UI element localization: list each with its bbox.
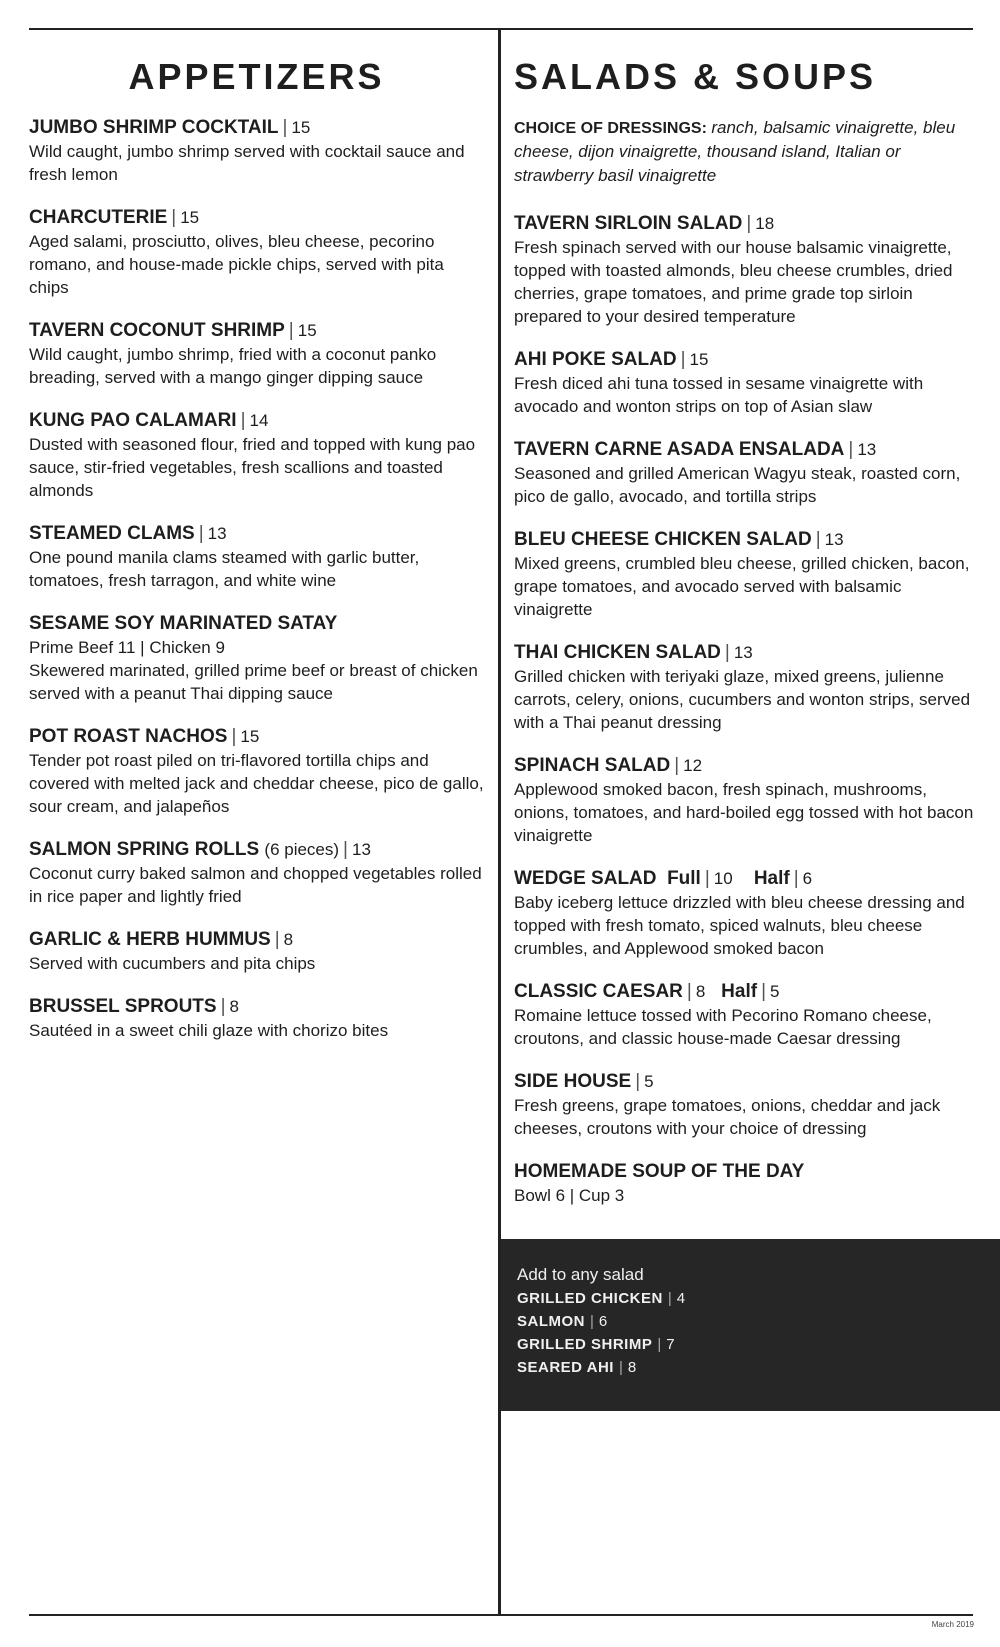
item-price: 15	[297, 321, 317, 340]
addon-name: GRILLED SHRIMP	[517, 1336, 653, 1353]
menu-item: SIDE HOUSE | 5 Fresh greens, grape tomatoes, onions, cheddar and jack cheeses, croutons with your choice of dressing	[514, 1070, 974, 1140]
item-options: Prime Beef 11 | Chicken 9	[29, 638, 225, 657]
item-name: SIDE HOUSE	[514, 1071, 632, 1092]
item-price: 15	[291, 118, 311, 137]
menu-item: STEAMED CLAMS | 13 One pound manila clams steamed with garlic butter, tomatoes, fresh tarragon, and white wine	[29, 522, 484, 592]
item-description: Sautéed in a sweet chili glaze with chorizo bites	[29, 1021, 389, 1040]
menu-item: THAI CHICKEN SALAD | 13 Grilled chicken with teriyaki glaze, mixed greens, julienne carrots, celery, onions, cucumbers and wonton strips, served with a Thai peanut dressing	[514, 641, 974, 734]
item-name: POT ROAST NACHOS	[29, 726, 228, 747]
menu-item: KUNG PAO CALAMARI | 14 Dusted with seasoned flour, fried and topped with kung pao sauce, stir-fried vegetables, fresh scallions and toasted almonds	[29, 409, 484, 502]
menu-item	[514, 1160, 974, 1207]
menu-item: GARLIC & HERB HUMMUS | 8 Served with cucumbers and pita chips	[29, 928, 484, 975]
addon-price: 4	[676, 1290, 686, 1307]
item-description: Wild caught, jumbo shrimp, fried with a coconut panko breading, served with a mango ginger dipping sauce	[29, 345, 437, 387]
item-name: TAVERN SIRLOIN SALAD	[514, 213, 743, 234]
item-name: TAVERN COCONUT SHRIMP	[29, 320, 285, 341]
item-description: Fresh spinach served with our house balsamic vinaigrette, topped with toasted almonds, bleu cheese crumbles, dried cherries, grape tomatoes, and prime grade top sirloin prepared to your desired temperature	[514, 238, 953, 326]
item-price: 13	[207, 524, 227, 543]
menu-item	[29, 612, 484, 705]
addon-name: SALMON	[517, 1313, 585, 1330]
appetizers-title: APPETIZERS	[128, 56, 385, 97]
item-price: 12	[683, 756, 703, 775]
item-price: 18	[755, 214, 775, 233]
item-name: SPINACH SALAD	[514, 755, 671, 776]
addon-price: 8	[627, 1359, 637, 1376]
item-description: Served with cucumbers and pita chips	[29, 954, 316, 973]
item-price: 15	[180, 208, 200, 227]
item-name: CLASSIC CAESAR	[514, 981, 683, 1002]
item-name: BLEU CHEESE CHICKEN SALAD	[514, 529, 812, 550]
menu-item: AHI POKE SALAD | 15 Fresh diced ahi tuna tossed in sesame vinaigrette with avocado and wonton strips on top of Asian slaw	[514, 348, 974, 418]
item-name: TAVERN CARNE ASADA ENSALADA	[514, 439, 845, 460]
dressings-note	[514, 116, 974, 188]
addon-item: GRILLED SHRIMP | 7	[517, 1336, 675, 1353]
item-description: Wild caught, jumbo shrimp served with cocktail sauce and fresh lemon	[29, 142, 465, 184]
salads-title: SALADS & SOUPS	[514, 56, 877, 97]
dressings-list: ranch, balsamic vinaigrette, bleu cheese, dijon vinaigrette, thousand island, Italian or strawberry basil vinaigrette	[514, 118, 956, 185]
item-price: 13	[733, 643, 753, 662]
menu-item: CHARCUTERIE | 15 Aged salami, prosciutto, olives, bleu cheese, pecorino romano, and house-made pickle chips, served with pita chips	[29, 206, 484, 299]
item-price: 15	[689, 350, 709, 369]
addon-item: GRILLED CHICKEN | 4	[517, 1290, 686, 1307]
item-description: Dusted with seasoned flour, fried and topped with kung pao sauce, stir-fried vegetables, fresh scallions and toasted almonds	[29, 435, 476, 500]
item-name: SALMON SPRING ROLLS	[29, 839, 260, 860]
addon-price: 7	[666, 1336, 675, 1353]
half-label: Half	[721, 981, 758, 1002]
item-name: AHI POKE SALAD	[514, 349, 677, 370]
item-price: 8	[695, 982, 706, 1001]
menu-item: TAVERN COCONUT SHRIMP | 15 Wild caught, jumbo shrimp, fried with a coconut panko breading, served with a mango ginger dipping sauce	[29, 319, 484, 389]
item-price: 13	[857, 440, 877, 459]
item-description: Skewered marinated, grilled prime beef or breast of chicken served with a peanut Thai dipping sauce	[29, 661, 478, 703]
addons-title: Add to any salad	[517, 1265, 644, 1284]
item-description: Fresh greens, grape tomatoes, onions, cheddar and jack cheeses, croutons with your choice of dressing	[514, 1096, 941, 1138]
item-name: HOMEMADE SOUP OF THE DAY	[514, 1161, 805, 1182]
addon-name: GRILLED CHICKEN	[517, 1290, 663, 1307]
item-price: 5	[644, 1072, 654, 1091]
item-name: BRUSSEL SPROUTS	[29, 996, 217, 1017]
half-price: 5	[770, 982, 780, 1001]
item-name: KUNG PAO CALAMARI	[29, 410, 237, 431]
addon-name: SEARED AHI	[517, 1359, 614, 1376]
menu-item: SPINACH SALAD | 12 Applewood smoked bacon, fresh spinach, mushrooms, onions, tomatoes, and hard-boiled egg tossed with hot bacon vinaigrette	[514, 755, 974, 845]
addon-price: 6	[598, 1313, 608, 1330]
item-description: Applewood smoked bacon, fresh spinach, mushrooms, onions, tomatoes, and hard-boiled egg tossed with hot bacon vinaigrette	[514, 780, 974, 845]
item-price: 15	[240, 727, 260, 746]
item-price: 13	[351, 840, 371, 859]
half-label: Half	[753, 868, 790, 889]
addon-item: SEARED AHI | 8	[517, 1359, 637, 1376]
menu-item: POT ROAST NACHOS | 15 Tender pot roast piled on tri-flavored tortilla chips and covered with melted jack and cheddar cheese, pico de gallo, sour cream, and jalapeños	[29, 726, 484, 816]
item-description: Tender pot roast piled on tri-flavored tortilla chips and covered with melted jack and cheddar cheese, pico de gallo, sour cream, and jalapeños	[29, 751, 484, 816]
menu-item: TAVERN CARNE ASADA ENSALADA | 13 Seasoned and grilled American Wagyu steak, roasted corn, pico de gallo, avocado, and tortilla strips	[514, 438, 974, 508]
menu-item: SALMON SPRING ROLLS (6 pieces) | 13 Coconut curry baked salmon and chopped vegetables rolled in rice paper and lightly fried	[29, 838, 484, 908]
menu-item: BRUSSEL SPROUTS | 8 Sautéed in a sweet chili glaze with chorizo bites	[29, 995, 484, 1042]
menu-item: CLASSIC CAESAR | 8 Half | 5 Romaine lettuce tossed with Pecorino Romano cheese, croutons, and classic house-made Caesar dressing	[514, 980, 974, 1050]
item-name: THAI CHICKEN SALAD	[514, 642, 721, 663]
item-description: Coconut curry baked salmon and chopped vegetables rolled in rice paper and lightly fried	[29, 864, 482, 906]
item-description: Aged salami, prosciutto, olives, bleu cheese, pecorino romano, and house-made pickle chips, served with pita chips	[29, 232, 444, 297]
menu-item: JUMBO SHRIMP COCKTAIL | 15 Wild caught, jumbo shrimp served with cocktail sauce and fresh lemon	[29, 116, 484, 186]
addon-item: SALMON | 6	[517, 1313, 608, 1330]
top-rule	[29, 28, 973, 30]
salads-section	[514, 52, 974, 1227]
item-name: JUMBO SHRIMP COCKTAIL	[29, 117, 279, 138]
item-name: WEDGE SALAD	[514, 868, 657, 889]
item-description: Grilled chicken with teriyaki glaze, mixed greens, julienne carrots, celery, onions, cucumbers and wonton strips, served with a Thai peanut dressing	[514, 667, 971, 732]
appetizers-section	[29, 52, 484, 1062]
item-name: STEAMED CLAMS	[29, 523, 195, 544]
item-price: 10	[713, 869, 733, 888]
item-price: 14	[249, 411, 269, 430]
item-description: One pound manila clams steamed with garlic butter, tomatoes, fresh tarragon, and white wine	[29, 548, 420, 590]
item-name: CHARCUTERIE	[29, 207, 168, 228]
menu-item: TAVERN SIRLOIN SALAD | 18 Fresh spinach served with our house balsamic vinaigrette, topped with toasted almonds, bleu cheese crumbles, dried cherries, grape tomatoes, and prime grade top sirloin prepared to your desired temperature	[514, 212, 974, 328]
menu-item: BLEU CHEESE CHICKEN SALAD | 13 Mixed greens, crumbled bleu cheese, grilled chicken, bacon, grape tomatoes, and avocado served with balsamic vinaigrette	[514, 528, 974, 621]
footer-date: March 2019	[931, 1620, 974, 1629]
item-price: 8	[283, 930, 294, 949]
item-description: Baby iceberg lettuce drizzled with bleu cheese dressing and topped with fresh tomato, spiced walnuts, bleu cheese crumbles, and Applewood smoked bacon	[514, 893, 965, 958]
item-description: Romaine lettuce tossed with Pecorino Romano cheese, croutons, and classic house-made Caesar dressing	[514, 1006, 932, 1048]
item-description: Mixed greens, crumbled bleu cheese, grilled chicken, bacon, grape tomatoes, and avocado served with balsamic vinaigrette	[514, 554, 970, 619]
item-note: (6 pieces)	[264, 840, 340, 859]
item-description: Fresh diced ahi tuna tossed in sesame vinaigrette with avocado and wonton strips on top of Asian slaw	[514, 374, 924, 416]
item-price: 8	[229, 997, 239, 1016]
half-price: 6	[802, 869, 813, 888]
item-options: Bowl 6 | Cup 3	[514, 1186, 625, 1205]
bottom-rule	[29, 1614, 973, 1616]
menu-item: WEDGE SALAD Full | 10 Half | 6 Baby iceberg lettuce drizzled with bleu cheese dressing and topped with fresh tomato, spiced walnuts, bleu cheese crumbles, and Applewood smoked bacon	[514, 867, 974, 960]
item-name: GARLIC & HERB HUMMUS	[29, 929, 271, 950]
salad-addons-box	[501, 1239, 1000, 1411]
dressings-label: CHOICE OF DRESSINGS:	[514, 120, 707, 137]
full-label: Full	[667, 868, 701, 889]
item-price: 13	[824, 530, 844, 549]
item-description: Seasoned and grilled American Wagyu steak, roasted corn, pico de gallo, avocado, and tortilla strips	[514, 464, 961, 506]
item-name: SESAME SOY MARINATED SATAY	[29, 613, 338, 634]
